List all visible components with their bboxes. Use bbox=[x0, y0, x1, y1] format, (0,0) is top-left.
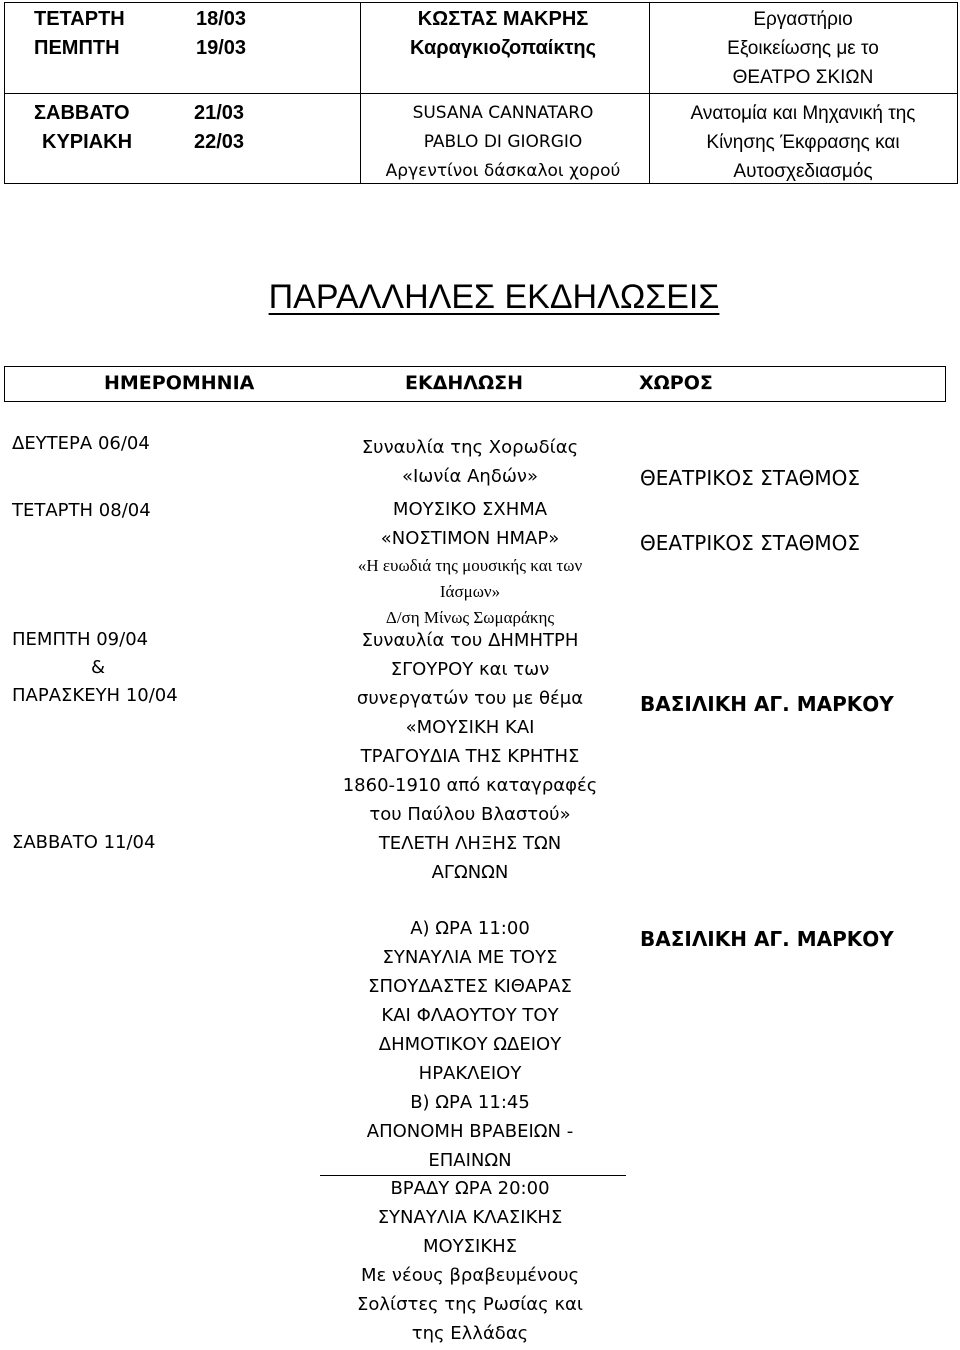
event-line: της Ελλάδας bbox=[411, 1323, 529, 1344]
day: ΚΥΡΙΑΚΗ bbox=[42, 131, 133, 153]
event-5 bbox=[320, 914, 620, 1175]
header-place: ΧΩΡΟΣ bbox=[639, 372, 713, 394]
workshop-1-instructor bbox=[360, 5, 646, 63]
event-place: ΒΑΣΙΛΙΚΗ ΑΓ. ΜΑΡΚΟΥ bbox=[640, 927, 894, 951]
event-line: «ΝΟΣΤΙΜΟΝ ΗΜΑΡ» bbox=[380, 528, 560, 549]
event-date-joiner: & bbox=[90, 657, 106, 678]
event-line: Με νέους βραβευμένους bbox=[360, 1265, 580, 1286]
event-line: ΣΥΝΑΥΛΙΑ ΚΛΑΣΙΚΗΣ bbox=[377, 1207, 563, 1228]
header-date: ΗΜΕΡΟΜΗΝΙΑ bbox=[104, 372, 255, 394]
date: 22/03 bbox=[194, 131, 245, 153]
workshop-1-topic bbox=[650, 5, 956, 92]
event-line: Ιάσμων» bbox=[439, 582, 501, 601]
instructor-name: ΚΩΣΤΑΣ ΜΑΚΡΗΣ bbox=[417, 8, 589, 30]
event-line: ΒΡΑΔΥ ΩΡΑ 20:00 bbox=[390, 1178, 550, 1199]
event-line: Α) ΩΡΑ 11:00 bbox=[410, 918, 530, 939]
day: ΠΕΜΠΤΗ bbox=[34, 37, 120, 59]
event-2-details bbox=[320, 553, 620, 631]
header-event: ΕΚΔΗΛΩΣΗ bbox=[405, 372, 524, 394]
topic-line: Αυτοσχεδιασμός bbox=[733, 161, 873, 182]
event-date: ΠΑΡΑΣΚΕΥΗ 10/04 bbox=[12, 685, 178, 706]
workshop-2-dates bbox=[194, 99, 244, 157]
event-line: ΔΗΜΟΤΙΚΟΥ ΩΔΕΙΟΥ bbox=[378, 1034, 562, 1055]
event-line: ΤΕΛΕΤΗ ΛΗΞΗΣ ΤΩΝ bbox=[378, 833, 562, 854]
event-date: ΣΑΒΒΑΤΟ 11/04 bbox=[12, 832, 156, 853]
date: 19/03 bbox=[196, 37, 247, 59]
day: ΣΑΒΒΑΤΟ bbox=[34, 102, 130, 124]
topic-line: Ανατομία και Μηχανική της bbox=[690, 103, 916, 124]
workshop-1-dates bbox=[196, 5, 246, 63]
event-date: ΠΕΜΠΤΗ 09/04 bbox=[12, 629, 149, 650]
date: 18/03 bbox=[196, 8, 247, 30]
workshop-2-instructors bbox=[360, 99, 646, 186]
event-line: συνεργατών του με θέμα bbox=[356, 688, 584, 709]
instructor-role: Αργεντίνοι δάσκαλοι χορού bbox=[385, 161, 621, 181]
event-3 bbox=[320, 626, 620, 829]
event-line: Δ/ση Μίνως Σωμαράκης bbox=[385, 608, 555, 627]
event-place: ΘΕΑΤΡΙΚΟΣ ΣΤΑΘΜΟΣ bbox=[640, 466, 860, 490]
event-line: ΜΟΥΣΙΚΗΣ bbox=[422, 1236, 518, 1257]
workshop-2-days bbox=[34, 99, 132, 157]
row-divider bbox=[5, 93, 957, 94]
workshop-1-days bbox=[34, 5, 125, 63]
page-title: ΠΑΡΑΛΛΗΛΕΣ ΕΚΔΗΛΩΣΕΙΣ bbox=[268, 278, 720, 316]
event-line: «ΜΟΥΣΙΚΗ ΚΑΙ bbox=[405, 717, 535, 738]
event-line: ΗΡΑΚΛΕΙΟΥ bbox=[418, 1063, 522, 1084]
event-line: ΣΥΝΑΥΛΙΑ ΜΕ ΤΟΥΣ bbox=[382, 947, 558, 968]
event-2 bbox=[320, 495, 620, 553]
instructor-role: Καραγκιοζοπαίκτης bbox=[409, 37, 597, 59]
instructor-name: SUSANA CANNATARO bbox=[412, 103, 594, 123]
topic-line: Κίνησης Έκφρασης και bbox=[706, 132, 900, 153]
event-line: «Ιωνία Αηδών» bbox=[401, 466, 538, 487]
event-place: ΘΕΑΤΡΙΚΟΣ ΣΤΑΘΜΟΣ bbox=[640, 531, 860, 555]
event-line: Σολίστες της Ρωσίας και bbox=[356, 1294, 584, 1315]
workshop-2-topic bbox=[650, 99, 956, 186]
event-line: Συναυλία της Χορωδίας bbox=[361, 437, 579, 458]
day: ΤΕΤΑΡΤΗ bbox=[34, 8, 125, 30]
event-line: ΕΠΑΙΝΩΝ bbox=[428, 1150, 512, 1171]
event-line: 1860-1910 από καταγραφές bbox=[342, 775, 598, 796]
event-line: Συναυλία του ΔΗΜΗΤΡΗ bbox=[361, 630, 579, 651]
topic-line: Εξοικείωσης με το bbox=[727, 38, 879, 59]
event-line: ΚΑΙ ΦΛΑΟΥΤΟΥ ΤΟΥ bbox=[381, 1005, 559, 1026]
event-6 bbox=[320, 1174, 620, 1348]
event-line: ΣΓΟΥΡΟΥ και των bbox=[390, 659, 550, 680]
event-line: ΤΡΑΓΟΥΔΙΑ ΤΗΣ ΚΡΗΤΗΣ bbox=[360, 746, 580, 767]
header-divider bbox=[4, 401, 946, 402]
instructor-name: PABLO DI GIORGIO bbox=[423, 132, 583, 152]
event-1 bbox=[320, 433, 620, 491]
event-4 bbox=[320, 829, 620, 887]
event-place: ΒΑΣΙΛΙΚΗ ΑΓ. ΜΑΡΚΟΥ bbox=[640, 692, 894, 716]
topic-line: Εργαστήριο bbox=[753, 9, 853, 30]
event-line: ΑΓΩΝΩΝ bbox=[431, 862, 509, 883]
event-line: ΜΟΥΣΙΚΟ ΣΧΗΜΑ bbox=[392, 499, 548, 520]
event-date: ΤΕΤΑΡΤΗ 08/04 bbox=[12, 500, 151, 521]
event-line: «Η ευωδιά της μουσικής και των bbox=[357, 556, 583, 575]
event-date: ΔΕΥΤΕΡΑ 06/04 bbox=[12, 433, 150, 454]
date: 21/03 bbox=[194, 102, 245, 124]
event-line: του Παύλου Βλαστού» bbox=[369, 804, 571, 825]
topic-line: ΘΕΑΤΡΟ ΣΚΙΩΝ bbox=[732, 67, 874, 88]
event-line: ΑΠΟΝΟΜΗ ΒΡΑΒΕΙΩΝ - bbox=[366, 1121, 574, 1142]
event-line: ΣΠΟΥΔΑΣΤΕΣ ΚΙΘΑΡΑΣ bbox=[368, 976, 572, 997]
event-line: Β) ΩΡΑ 11:45 bbox=[410, 1092, 530, 1113]
